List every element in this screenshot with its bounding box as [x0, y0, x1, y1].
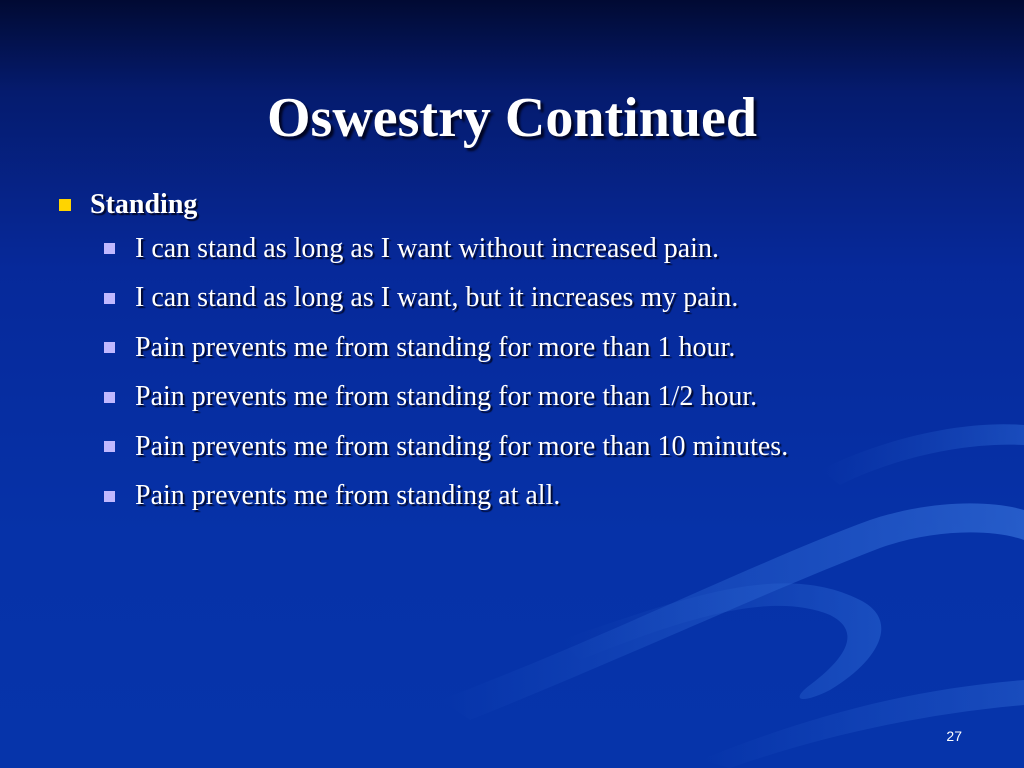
list-item-text: Pain prevents me from standing for more than 1/2 hour.: [135, 381, 758, 413]
list-item-text: I can stand as long as I want, but it increases my pain.: [135, 282, 739, 314]
list-item-text: Pain prevents me from standing for more than 10 minutes.: [135, 430, 789, 462]
square-bullet-icon: [104, 441, 115, 452]
list-item: [56, 472, 976, 522]
list-item-text: I can stand as long as I want without increased pain.: [135, 232, 719, 264]
square-bullet-icon: [104, 342, 115, 353]
list-item-text: Pain prevents me from standing at all.: [135, 480, 561, 512]
list-item: [56, 373, 976, 423]
square-bullet-icon: [104, 491, 115, 502]
square-bullet-icon: [59, 199, 71, 211]
section-bullet: [56, 186, 976, 224]
square-bullet-icon: [104, 392, 115, 403]
slide-number: 27: [946, 728, 962, 744]
list-item-text: Pain prevents me from standing for more than 1 hour.: [135, 331, 736, 363]
slide-title: Oswestry Continued: [266, 87, 758, 149]
bullet-list: [56, 186, 976, 521]
list-item: [56, 274, 976, 324]
list-item: [56, 323, 976, 373]
square-bullet-icon: [104, 293, 115, 304]
square-bullet-icon: [104, 243, 115, 254]
list-item: [56, 224, 976, 274]
section-label: Standing: [90, 189, 198, 220]
list-item: [56, 422, 976, 472]
